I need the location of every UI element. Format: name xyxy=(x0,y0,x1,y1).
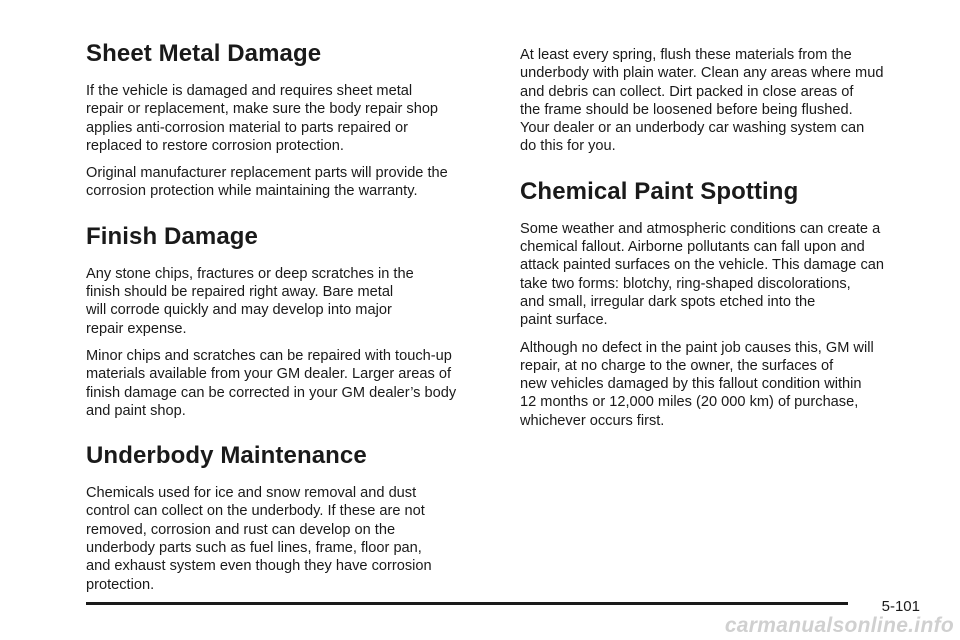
section-sheet-metal-damage xyxy=(86,40,490,201)
footer-divider xyxy=(86,602,848,605)
paragraph: Minor chips and scratches can be repaired with touch-up materials available from your GM dealer. Larger areas of finish damage can be corrected in your GM dealer’s body and paint shop. xyxy=(86,347,457,419)
left-column xyxy=(86,40,490,616)
section-underbody-continued xyxy=(520,46,930,156)
heading-underbody-maintenance: Underbody Maintenance xyxy=(86,442,367,470)
paragraph: Although no defect in the paint job causes this, GM will repair, at no charge to the owner, the surfaces of new vehicles damaged by this fallout condition within 12 months or 12,000 miles (20 000 km) of purchase, whichever occurs first. xyxy=(520,339,874,429)
right-column xyxy=(520,46,930,452)
page-number: 5-101 xyxy=(881,598,920,615)
paragraph: If the vehicle is damaged and requires sheet metal repair or replacement, make sure the body repair shop applies anti-corrosion material to parts repaired or replaced to restore corrosion protection. xyxy=(86,83,439,154)
paragraph: Any stone chips, fractures or deep scratches in the finish should be repaired right away. Bare metal will corrode quickly and may develop into major repair expense. xyxy=(86,265,414,337)
heading-sheet-metal-damage: Sheet Metal Damage xyxy=(86,40,322,67)
section-underbody-maintenance xyxy=(86,442,490,594)
section-finish-damage xyxy=(86,223,490,420)
paragraph: At least every spring, flush these materials from the underbody with plain water. Clean any areas where mud and debris can collect. Dirt packed in close areas of the frame should be loosened before being flushed. Your dealer or an underbody car washing system can do this for you. xyxy=(520,47,884,155)
heading-chemical-paint-spotting: Chemical Paint Spotting xyxy=(520,177,799,205)
section-chemical-paint-spotting xyxy=(520,178,930,430)
paragraph: Some weather and atmospheric conditions can create a chemical fallout. Airborne pollutants can fall upon and attack painted surfaces on the vehicle. This damage can take two forms: blotchy, ring-shaped discolorations, and small, irregular dark spots etched into the paint surface. xyxy=(520,220,884,329)
paragraph: Original manufacturer replacement parts will provide the corrosion protection while maintaining the warranty. xyxy=(86,165,448,200)
paragraph: Chemicals used for ice and snow removal and dust control can collect on the underbody. If these are not removed, corrosion and rust can develop on the underbody parts such as fuel lines, frame, floor pan, and exhaust system even though they have corrosion protection. xyxy=(86,485,432,593)
heading-finish-damage: Finish Damage xyxy=(86,222,259,250)
watermark: carmanualsonline.info xyxy=(724,614,954,637)
